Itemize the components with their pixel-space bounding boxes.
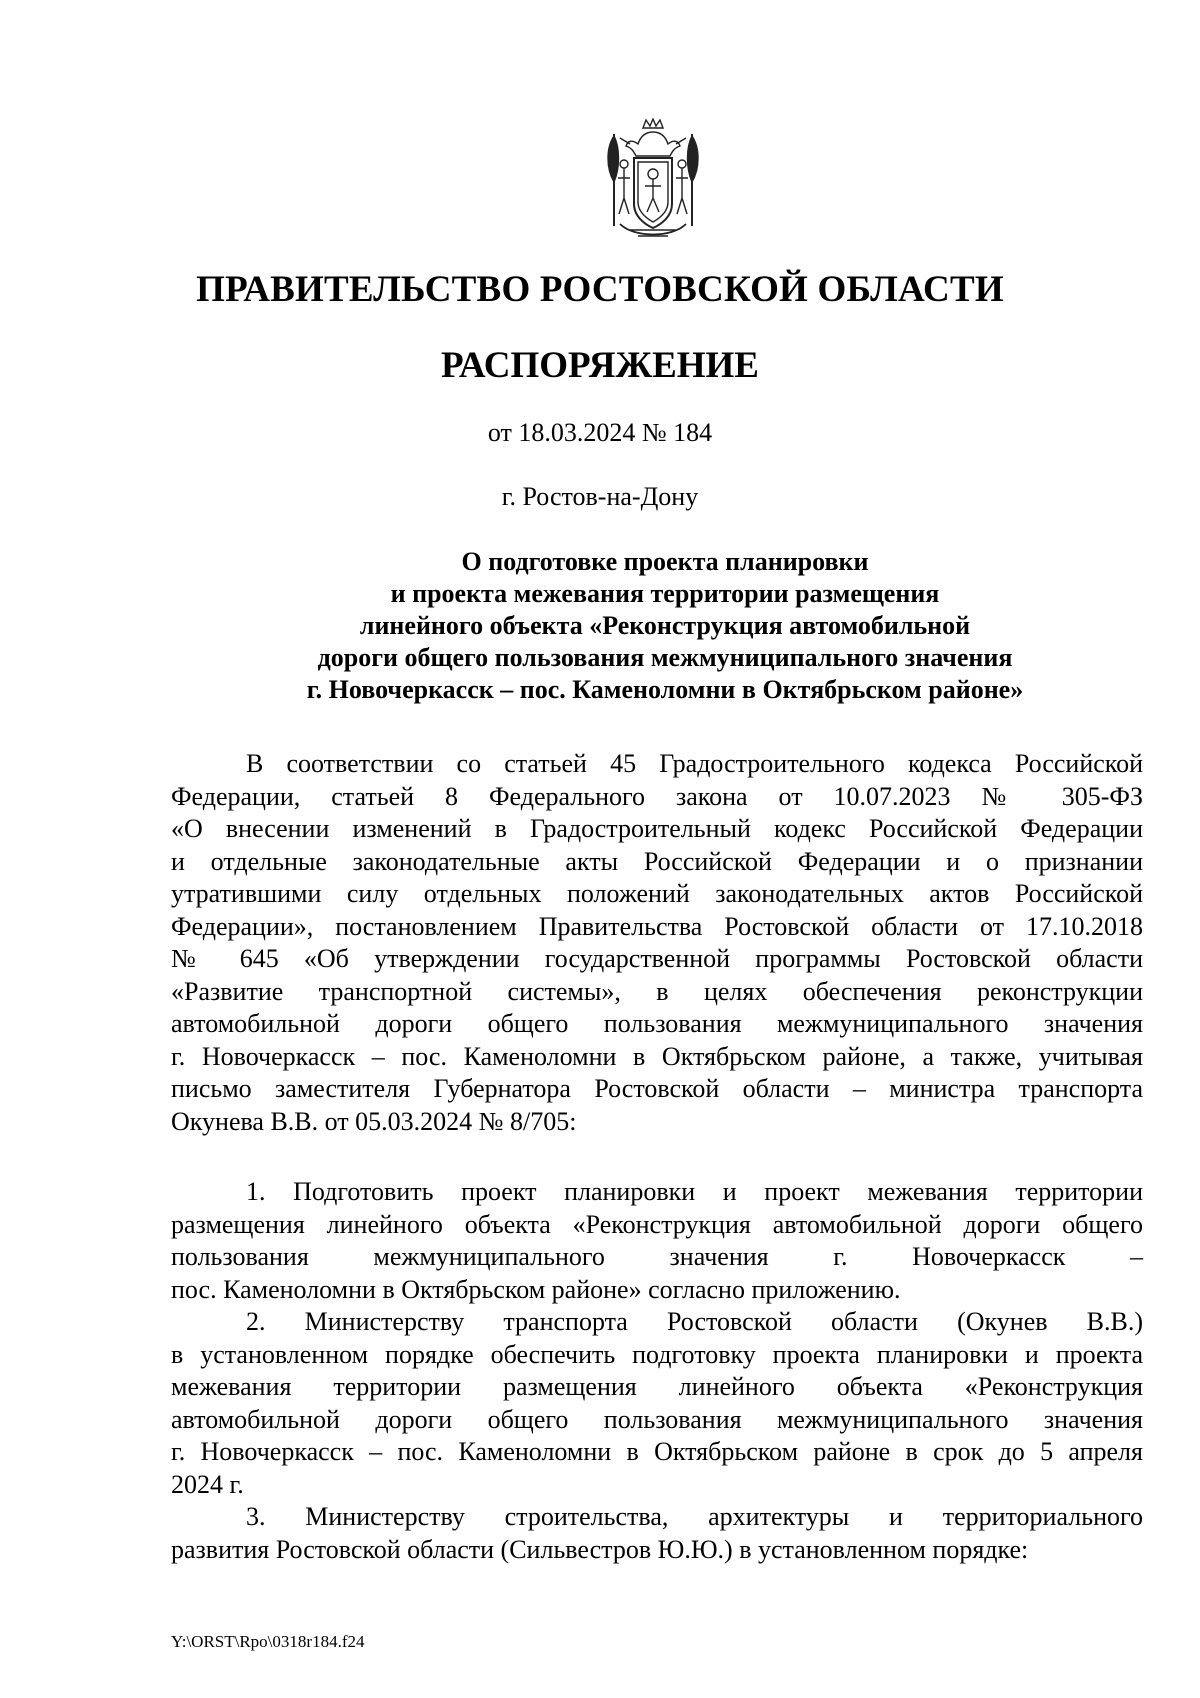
government-name: ПРАВИТЕЛЬСТВО РОСТОВСКОЙ ОБЛАСТИ bbox=[196, 269, 1004, 310]
preamble-line: «О внесении изменений в Градостроительный кодекс Российской Федерации bbox=[171, 814, 1143, 843]
item-line: 1. Подготовить проект планировки и проект межевания территории bbox=[246, 1177, 1143, 1206]
preamble-line: утратившими силу отдельных положений законодательных актов Российской bbox=[171, 879, 1143, 908]
preamble-line: г. Новочеркасск – пос. Каменоломни в Октябрьском районе, а также, учитывая bbox=[171, 1041, 1143, 1071]
item-line: автомобильной дороги общего пользования межмуниципального значения bbox=[171, 1404, 1143, 1434]
item-line: г. Новочеркасск – пос. Каменоломни в Октябрьском районе в срок до 5 апреля bbox=[171, 1437, 1143, 1466]
item-1 bbox=[171, 1176, 1143, 1306]
preamble-line: Федерации, статьей 8 Федерального закона от 10.07.2023 № 305-ФЗ bbox=[171, 781, 1143, 811]
preamble-line: автомобильной дороги общего пользования межмуниципального значения bbox=[171, 1009, 1143, 1038]
document-title bbox=[170, 546, 1160, 706]
item-line: пользования межмуниципального значения г. Новочеркасск – bbox=[171, 1242, 1143, 1271]
item-2 bbox=[171, 1306, 1143, 1501]
document-type: РАСПОРЯЖЕНИЕ bbox=[440, 345, 759, 386]
preamble-line: и отдельные законодательные акты Российской Федерации и о признании bbox=[171, 846, 1143, 876]
preamble-line: «Развитие транспортной системы», в целях обеспечения реконструкции bbox=[171, 976, 1143, 1006]
document-city: г. Ростов-на-Дону bbox=[501, 482, 699, 511]
item-line: 2. Министерству транспорта Ростовской области (Окунев В.В.) bbox=[246, 1307, 1143, 1336]
numbered-items bbox=[171, 1176, 1143, 1566]
title-line: и проекта межевания территории размещения bbox=[390, 579, 940, 608]
preamble-line: письмо заместителя Губернатора Ростовской области – министра транспорта bbox=[171, 1074, 1143, 1103]
title-line: г. Новочеркасск – пос. Каменоломни в Октябрьском районе» bbox=[306, 675, 1024, 704]
item-line: 2024 г. bbox=[171, 1469, 244, 1499]
item-line: в установленном порядке обеспечить подготовку проекта планировки и проекта bbox=[171, 1339, 1143, 1369]
preamble-line: В соответствии со статьей 45 Градостроительного кодекса Российской bbox=[246, 749, 1143, 778]
item-3 bbox=[171, 1501, 1143, 1566]
item-line: развития Ростовской области (Сильвестров Ю.Ю.) в установленном порядке: bbox=[171, 1534, 1029, 1564]
preamble-line: № 645 «Об утверждении государственной программы Ростовской области bbox=[171, 944, 1143, 973]
item-line: межевания территории размещения линейного объекта «Реконструкция bbox=[171, 1372, 1143, 1401]
preamble-paragraph bbox=[171, 748, 1143, 1138]
item-line: 3. Министерству строительства, архитектуры и территориального bbox=[246, 1502, 1143, 1531]
item-line: размещения линейного объекта «Реконструкция автомобильной дороги общего bbox=[171, 1209, 1143, 1239]
title-line: дороги общего пользования межмуниципального значения bbox=[317, 643, 1013, 672]
preamble-line: Окунева В.В. от 05.03.2024 № 8/705: bbox=[171, 1106, 577, 1136]
title-line: О подготовке проекта планировки bbox=[461, 547, 869, 576]
document-date-number: от 18.03.2024 № 184 bbox=[487, 418, 713, 447]
item-line: пос. Каменоломни в Октябрьском районе» согласно приложению. bbox=[171, 1274, 901, 1304]
title-line: линейного объекта «Реконструкция автомобильной bbox=[359, 611, 971, 640]
coat-of-arms-icon bbox=[600, 118, 706, 244]
preamble-line: Федерации», постановлением Правительства Ростовской области от 17.10.2018 bbox=[171, 911, 1143, 941]
file-path: Y:\ORST\Rpo\0318r184.f24 bbox=[171, 1632, 365, 1651]
